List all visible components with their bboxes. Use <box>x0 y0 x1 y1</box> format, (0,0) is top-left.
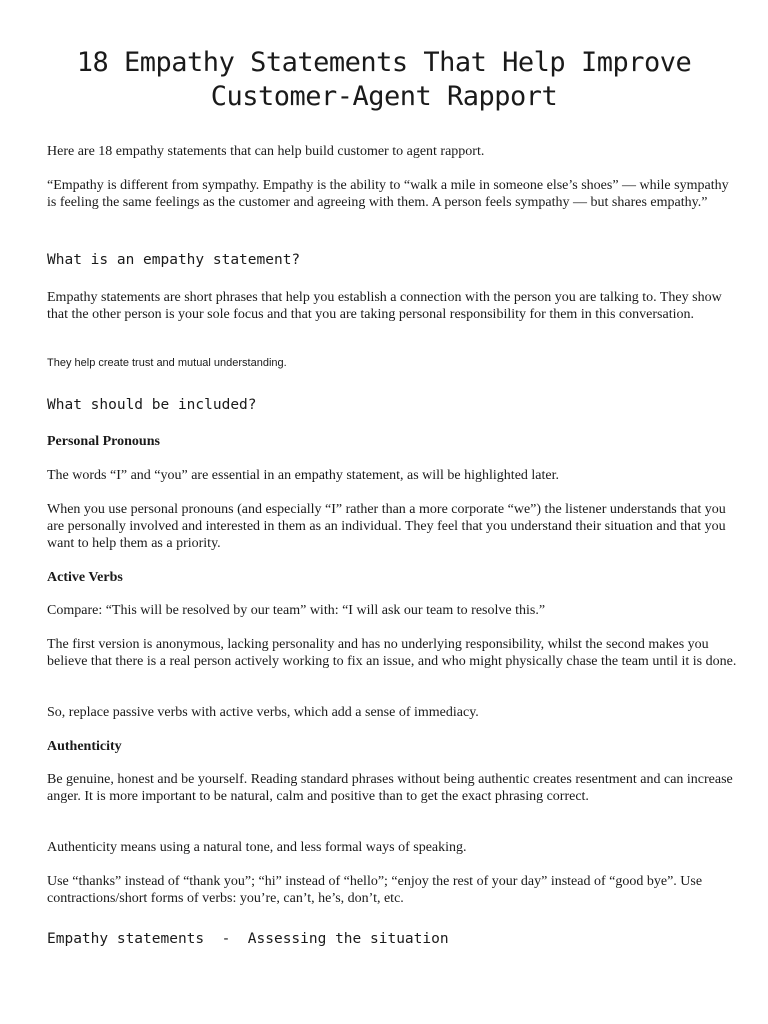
authenticity-paragraph-3: Use “thanks” instead of “thank you”; “hi” instead of “hello”; “enjoy the rest of your day” instead of “good bye”. Use contractions/short forms of verbs: you’re, can’t, he’s, don’t, etc. <box>47 874 703 906</box>
heading-active-verbs: Active Verbs <box>47 570 123 585</box>
active-verbs-paragraph-2: The first version is anonymous, lacking personality and has no underlying responsibility, whilst the second makes you believe that there is a real person actively working to fix an issue, and who might physically chase the team until it is done. <box>47 637 737 669</box>
intro-paragraph: Here are 18 empathy statements that can help build customer to agent rapport. <box>47 144 485 159</box>
document-title: 18 Empathy Statements That Help Improve Customer-Agent Rapport <box>76 47 692 112</box>
heading-personal-pronouns: Personal Pronouns <box>47 434 160 449</box>
pronouns-paragraph-1: The words “I” and “you” are essential in an empathy statement, as will be highlighted later. <box>47 468 559 483</box>
pronouns-paragraph-2: When you use personal pronouns (and especially “I” rather than a more corporate “we”) the listener understands that you are personally involved and interested in them as an individual. They feel that you understand their situation and that you want to help them as a priority. <box>47 502 726 551</box>
authenticity-paragraph-1: Be genuine, honest and be yourself. Reading standard phrases without being authentic creates resentment and can increase anger. It is more important to be natural, calm and positive than to get the exact phrasing correct. <box>47 772 733 804</box>
heading-assessing-the-situation: Empathy statements - Assessing the situation <box>47 931 449 947</box>
active-verbs-paragraph-3: So, replace passive verbs with active verbs, which add a sense of immediacy. <box>47 705 479 720</box>
empathy-quote: “Empathy is different from sympathy. Empathy is the ability to “walk a mile in someone else’s shoes” — while sympathy is feeling the same feelings as the customer and agreeing with them. A person feels sympathy — but shares empathy.” <box>47 178 729 210</box>
heading-what-is-empathy-statement: What is an empathy statement? <box>47 252 301 268</box>
trust-note: They help create trust and mutual understanding. <box>47 357 287 369</box>
heading-authenticity: Authenticity <box>47 739 122 754</box>
authenticity-paragraph-2: Authenticity means using a natural tone, and less formal ways of speaking. <box>47 840 467 855</box>
active-verbs-paragraph-1: Compare: “This will be resolved by our team” with: “I will ask our team to resolve this.” <box>47 603 546 618</box>
heading-what-should-be-included: What should be included? <box>47 397 257 413</box>
what-is-paragraph: Empathy statements are short phrases that help you establish a connection with the person you are talking to. They show that the other person is your sole focus and that you are taking personal responsibility for them in this conversation. <box>47 290 722 322</box>
